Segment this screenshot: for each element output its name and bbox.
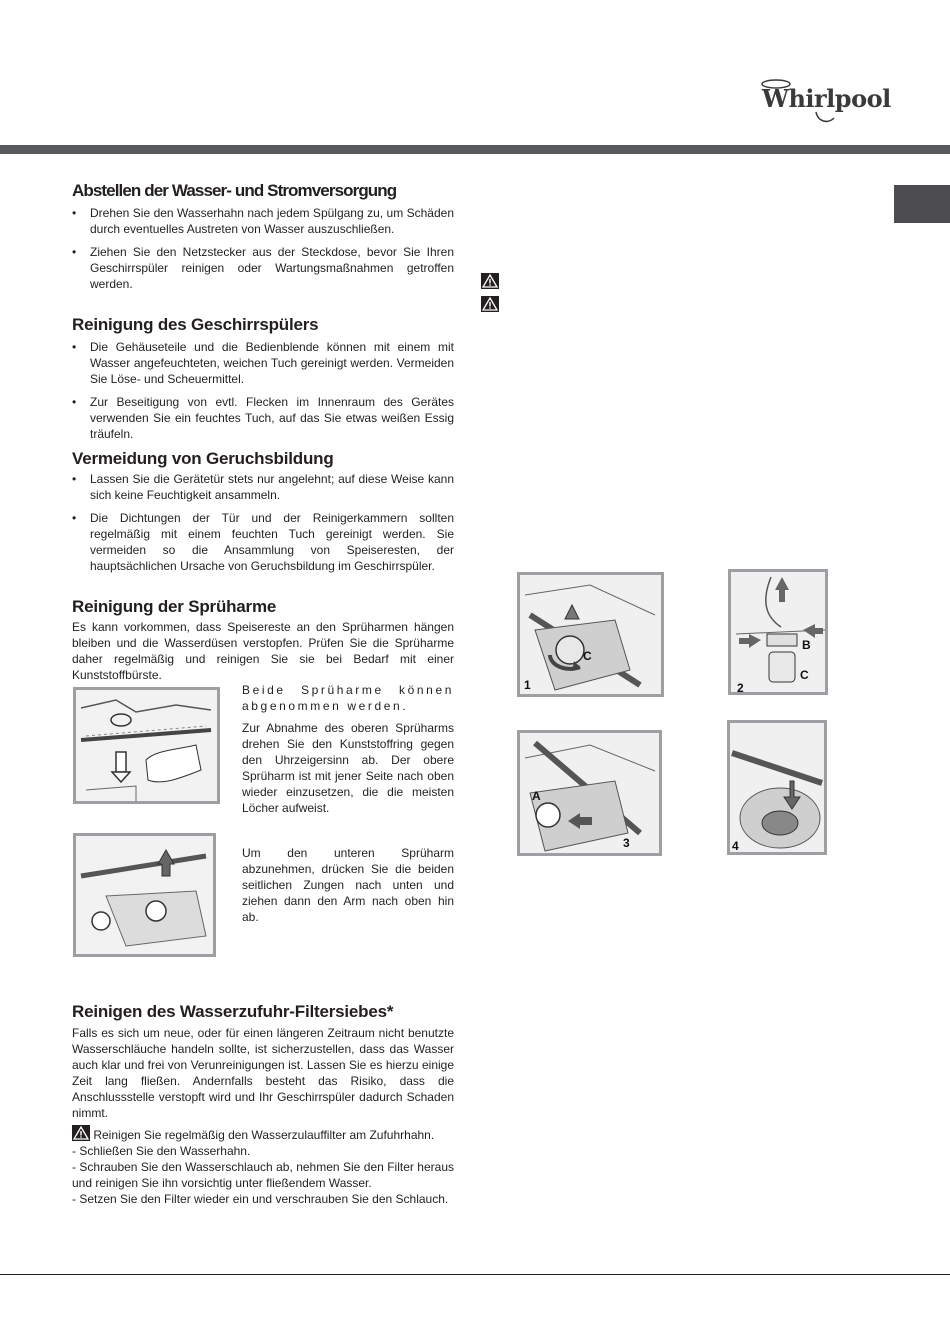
step-text: - Setzen Sie den Filter wieder ein und verschrauben Sie den Schlauch. <box>72 1192 449 1206</box>
paragraph: Beide Sprüharme können abgenommen werden. <box>242 683 454 713</box>
paragraph: Zur Abnahme des oberen Sprüharms drehen Sie den Kunststoffring gegen den Uhrzeigersinn ab. Der obere Sprüharm ist mit jener Seite nach oben wieder einzusetzen, die die meisten Löcher aufweist. <box>242 721 454 815</box>
paragraph: Es kann vorkommen, dass Speisereste an den Sprüharmen hängen bleiben und die Wasserdüsen verstopfen. Prüfen Sie die Sprüharme daher regelmäßig und reinigen Sie sie bei Bedarf mit einer Kunststoffbürste. <box>72 620 454 682</box>
section-title: Reinigung der Sprüharme <box>72 597 277 616</box>
figure-number: 3 <box>623 836 630 850</box>
list-item: • Die Gehäuseteile und die Bedienblende können mit einem mit Wasser angefeuchteten, weichen Tuch gereinigt werden. Vermeiden Sie Löse- und Scheuermittel. <box>72 339 454 387</box>
section-odour <box>72 449 454 579</box>
warning-triangle-icon <box>72 1125 90 1141</box>
section-title: Vermeidung von Geruchsbildung <box>72 449 334 468</box>
figure-number: 1 <box>524 678 531 692</box>
figure-label-c: C <box>583 649 592 663</box>
figure-label-c: C <box>800 668 809 682</box>
warning-triangle-icon <box>481 273 499 289</box>
section-cleaning <box>72 315 454 447</box>
paragraph: Falls es sich um neue, oder für einen längeren Zeitraum nicht benutzte Wasserschläuche handeln sollte, ist sicherzustellen, dass das Wasser auch klar und frei von Verunreinigungen ist. Lassen Sie es hierzu einige Zeit lang fließen. Andernfalls besteht das Risiko, dass die Anschlussstelle verstopft wird und Ihr Geschirrspüler dadurch Schaden nimmt. <box>72 1026 454 1120</box>
filter-drawing-4 <box>730 723 824 852</box>
figure-label-a: A <box>532 789 541 803</box>
step-text: - Schrauben Sie den Wasserschlauch ab, nehmen Sie den Filter heraus und reinigen Sie ihn vorsichtig unter fließendem Wasser. <box>72 1160 454 1190</box>
section-title: Abstellen der Wasser- und Stromversorgung <box>72 181 397 200</box>
figure-label-b: B <box>802 638 811 652</box>
filter-drawing-2 <box>731 572 825 692</box>
language-tab <box>894 185 950 223</box>
whirlpool-logo <box>756 74 891 126</box>
figure-number: 4 <box>732 839 739 853</box>
brand-name: Whirlpool <box>762 84 891 113</box>
section-spray-arms <box>72 597 454 683</box>
upper-arm-text <box>242 682 454 822</box>
list-item: • Die Dichtungen der Tür und der Reinigerkammern sollten regelmäßig mit einem feuchten Tuch gereinigt werden. Sie vermeiden so die Ansammlung von Speiseresten, der hauptsächlichen Ursache von Geruchsbildung im Geschirrspüler. <box>72 510 454 574</box>
lower-spray-arm-illustration <box>73 833 216 957</box>
warning-text: Reinigen Sie regelmäßig den Wasserzulauffilter am Zufuhrhahn. <box>93 1128 435 1142</box>
header-bar <box>0 145 950 154</box>
filter-drawing-1 <box>520 575 661 694</box>
section-title: Reinigung des Geschirrspülers <box>72 315 319 334</box>
spray-arm-drawing <box>76 690 217 801</box>
list-item: • Ziehen Sie den Netzstecker aus der Steckdose, bevor Sie Ihren Geschirrspüler reinigen oder Wartungsmaßnahmen getroffen werden. <box>72 244 454 292</box>
filter-figure-1 <box>517 572 664 697</box>
lower-arm-text <box>242 845 454 931</box>
list-item: • Zur Beseitigung von evtl. Flecken im Innenraum des Gerätes verwenden Sie ein feuchtes Tuch, auf das Sie etwas weißen Essig träufeln. <box>72 394 454 442</box>
filter-figure-3 <box>517 730 662 856</box>
lower-arm-drawing <box>76 836 213 954</box>
upper-spray-arm-illustration <box>73 687 220 804</box>
footer-rule <box>0 1274 950 1275</box>
paragraph: Um den unteren Sprüharm abzunehmen, drücken Sie die beiden seitlichen Zungen nach unten und ziehen dann den Arm nach oben hin ab. <box>242 846 454 924</box>
step-text: - Schließen Sie den Wasserhahn. <box>72 1144 251 1158</box>
filter-figure-4 <box>727 720 827 855</box>
warning-paragraph <box>72 1125 454 1143</box>
list-item: • Drehen Sie den Wasserhahn nach jedem Spülgang zu, um Schäden durch eventuelles Austreten von Wasser auszuschließen. <box>72 205 454 237</box>
section-inlet-filter <box>72 1002 454 1207</box>
section-water-power <box>72 181 454 297</box>
list-item: • Lassen Sie die Gerätetür stets nur angelehnt; auf diese Weise kann sich keine Feuchtigkeit ansammeln. <box>72 471 454 503</box>
section-title: Reinigen des Wasserzufuhr-Filtersiebes* <box>72 1002 394 1021</box>
figure-number: 2 <box>737 681 744 695</box>
filter-figure-2 <box>728 569 828 695</box>
warning-triangle-icon <box>481 296 499 312</box>
